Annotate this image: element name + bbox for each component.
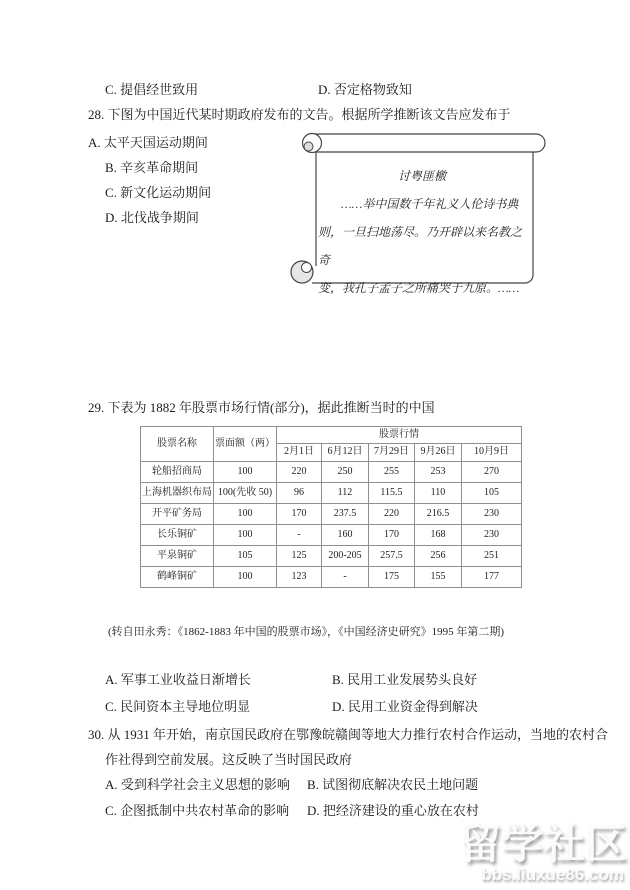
table-cell: 168 — [415, 525, 462, 546]
col-header-stock-name: 股票名称 — [141, 427, 214, 462]
table-row — [141, 462, 522, 483]
date-column-header: 7月29日 — [369, 444, 415, 462]
table-cell: 96 — [277, 483, 322, 504]
table-cell: 100 — [214, 525, 277, 546]
q30-option-c: C. 企图抵制中共农村革命的影响 — [105, 803, 290, 818]
proclamation-scroll-figure — [288, 130, 554, 295]
q28-option-d: D. 北伐战争期间 — [105, 210, 199, 225]
table-cell: 100 — [214, 567, 277, 588]
table-cell: 220 — [369, 504, 415, 525]
site-watermark — [460, 821, 628, 884]
table-row — [141, 546, 522, 567]
table-cell: 110 — [415, 483, 462, 504]
table-cell: 270 — [462, 462, 522, 483]
watermark-logo-text: 留学社区 — [460, 821, 628, 867]
date-column-header: 9月26日 — [415, 444, 462, 462]
table-cell: 155 — [415, 567, 462, 588]
table-cell: 220 — [277, 462, 322, 483]
q29-option-a: A. 军事工业收益日渐增长 — [105, 672, 251, 687]
q29-option-c: C. 民间资本主导地位明显 — [105, 699, 251, 714]
table-cell: 255 — [369, 462, 415, 483]
table-cell: 237.5 — [322, 504, 369, 525]
table-cell: 216.5 — [415, 504, 462, 525]
table-row — [141, 483, 522, 504]
q28-option-b: B. 辛亥革命期间 — [105, 160, 199, 175]
table-row — [141, 567, 522, 588]
date-column-header: 10月9日 — [462, 444, 522, 462]
table-cell: 100(先收 50) — [214, 483, 277, 504]
scroll-text-block — [318, 162, 526, 302]
table-cell: 230 — [462, 504, 522, 525]
table-cell: 251 — [462, 546, 522, 567]
q29-stem: 29. 下表为 1882 年股票市场行情(部分)，据此推断当时的中国 — [88, 400, 435, 415]
table-header-row — [141, 427, 522, 444]
table-cell: - — [322, 567, 369, 588]
q27-option-c: C. 提倡经世致用 — [105, 82, 199, 97]
q30-stem-line1: 30. 从 1931 年开始，南京国民政府在鄂豫皖赣闽等地大力推行农村合作运动，当地的农村合 — [88, 727, 609, 742]
date-column-header: 6月12日 — [322, 444, 369, 462]
table-cell: 170 — [277, 504, 322, 525]
q30-option-d: D. 把经济建设的重心放在农村 — [307, 803, 479, 818]
scroll-line: ……举中国数千年礼义人伦诗书典 — [341, 197, 519, 211]
table-cell: 175 — [369, 567, 415, 588]
scroll-line: 则，一旦扫地荡尽。乃开辟以来名教之奇 — [318, 225, 523, 267]
table-cell: 256 — [415, 546, 462, 567]
table-cell: 轮船招商局 — [141, 462, 214, 483]
table-cell: 上海机器织布局 — [141, 483, 214, 504]
stock-market-table — [140, 426, 522, 588]
scroll-line: 变，我孔子孟子之所痛哭于九原。…… — [318, 281, 520, 295]
table-cell: 230 — [462, 525, 522, 546]
table-cell: 160 — [322, 525, 369, 546]
q30-option-a: A. 受到科学社会主义思想的影响 — [105, 777, 290, 792]
q30-option-b: B. 试图彻底解决农民土地问题 — [307, 777, 479, 792]
table-row — [141, 525, 522, 546]
table-cell: 123 — [277, 567, 322, 588]
q28-option-c: C. 新文化运动期间 — [105, 185, 212, 200]
q30-stem-line2: 作社得到空前发展。这反映了当时国民政府 — [105, 752, 353, 767]
table-cell: 125 — [277, 546, 322, 567]
table-cell: 177 — [462, 567, 522, 588]
table-cell: 112 — [322, 483, 369, 504]
table-cell: 115.5 — [369, 483, 415, 504]
q29-option-b: B. 民用工业发展势头良好 — [332, 672, 478, 687]
date-column-header: 2月1日 — [277, 444, 322, 462]
table-cell: 200-205 — [322, 546, 369, 567]
table-cell: 170 — [369, 525, 415, 546]
table-cell: 105 — [214, 546, 277, 567]
table-cell: 100 — [214, 462, 277, 483]
table-cell: 250 — [322, 462, 369, 483]
table-cell: 长乐铜矿 — [141, 525, 214, 546]
table-cell: - — [277, 525, 322, 546]
col-header-face-value: 票面额（两） — [214, 427, 277, 462]
table-cell: 开平矿务局 — [141, 504, 214, 525]
q28-option-a: A. 太平天国运动期间 — [88, 135, 208, 150]
table-cell: 253 — [415, 462, 462, 483]
q27-option-d: D. 否定格物致知 — [318, 82, 412, 97]
table-cell: 100 — [214, 504, 277, 525]
scroll-title: 讨粤匪檄 — [397, 169, 446, 183]
q29-option-d: D. 民用工业资金得到解决 — [332, 699, 478, 714]
table-cell: 平泉铜矿 — [141, 546, 214, 567]
q28-stem: 28. 下图为中国近代某时期政府发布的文告。根据所学推断该文告应发布于 — [88, 107, 511, 122]
col-header-quotes-group: 股票行情 — [277, 427, 522, 444]
watermark-url-text: bbs.liuxue86.com — [481, 865, 624, 884]
table-source-citation: (转自田永秀：《1862-1883 年中国的股票市场》，《中国经济史研究》1995 年第二期) — [108, 626, 504, 638]
table-row — [141, 504, 522, 525]
table-cell: 105 — [462, 483, 522, 504]
table-cell: 鹤峰铜矿 — [141, 567, 214, 588]
table-cell: 257.5 — [369, 546, 415, 567]
